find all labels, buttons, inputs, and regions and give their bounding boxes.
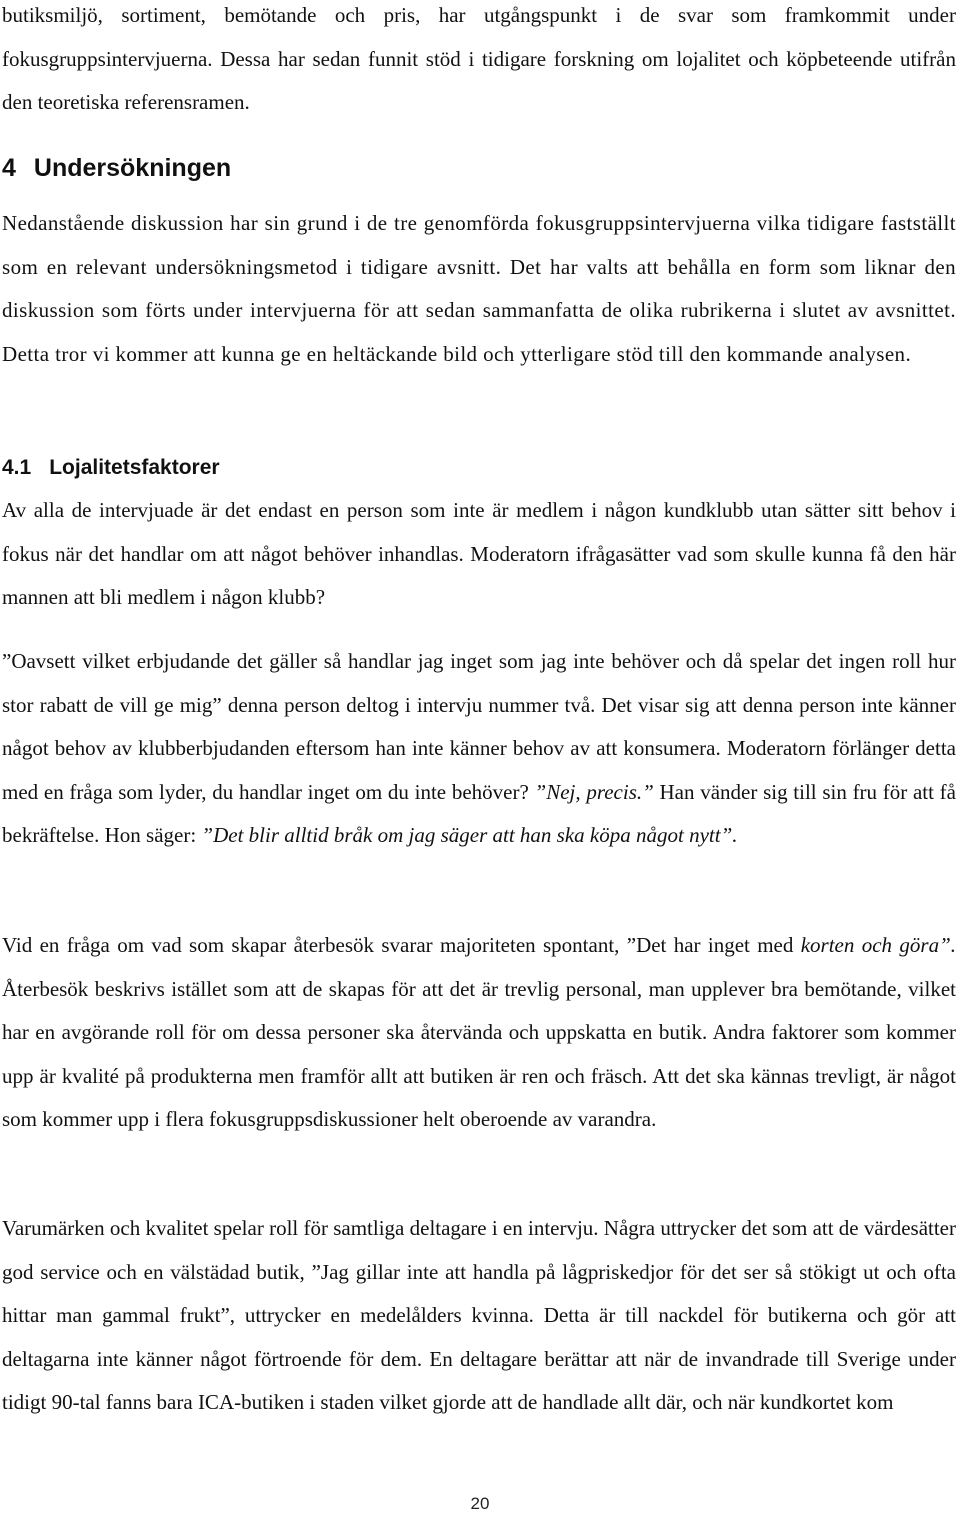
quote-nej-precis: ”Nej, precis.”	[534, 779, 654, 804]
section-heading-4-1	[2, 452, 220, 484]
page-number: 20	[470, 1494, 490, 1513]
intro-paragraph: butiksmiljö, sortiment, bemötande och pris, har utgångspunkt i de svar som framkommit under fokusgruppsintervjuerna. Dessa har sedan funnit stöd i tidigare forskning om lojalitet och köpbeteende utifrån den teoretiska referensramen.	[2, 3, 956, 115]
paragraph-3-text-1: Vid en fråga om vad som skapar återbesök svarar majoriteten spontant,	[2, 933, 627, 957]
quote-det-har-inget-med: ”Det har inget med	[626, 933, 794, 957]
paragraph-2-text-1: denna person deltog i intervju nummer två. Det visar sig att denna person inte känner något behov av klubberbjudanden eftersom han inte känner behov av att konsumera. Moderatorn förlänger detta med en fråga som lyder, du handlar inget om du inte behöver?	[2, 692, 956, 804]
paragraph-2-text-2: Han vänder sig till sin fru för att få bekräftelse. Hon säger:	[2, 779, 956, 848]
section-title: Undersökningen	[33, 154, 232, 182]
paragraph-3	[2, 924, 956, 1142]
paragraph-4: Varumärken och kvalitet spelar roll för samtliga deltagare i en intervju. Några uttrycker det som att de värdesätter god service och en välstädad butik, ”Jag gillar inte att handla på lågpriskedjor för det ser så stökigt ut och ofta hittar man gammal frukt”, uttrycker en medelålders kvinna. Detta är till nackdel för butikerna och gör att deltagarna inte känner något förtroende för dem. En deltagare berättar att när de invandrade till Sverige under tidigt 90-tal fanns bara ICA-butiken i staden vilket gjorde att de handlade allt där, och när kundkortet kom	[2, 1216, 956, 1415]
subsection-title: Lojalitetsfaktorer	[49, 456, 220, 479]
quote-korten-och-gora: korten och göra”.	[800, 933, 956, 957]
quote-oavsett: ”Oavsett vilket erbjudande det gäller så handlar jag inget som jag inte behöver och då spelar det ingen roll hur stor rabatt de vill ge mig”	[2, 649, 956, 717]
paragraph-2	[2, 640, 956, 858]
quote-det-blir-alltid: ”Det blir alltid bråk om jag säger att han ska köpa något nytt”.	[201, 823, 738, 848]
subsection-number: 4.1	[2, 456, 32, 479]
paragraph-3-text-2: Återbesök beskrivs istället som att de skapas för att det är trevlig personal, man upplever bra bemötande, vilket har en avgörande roll för om dessa personer ska återvända och uppskatta en butik. Andra faktorer som kommer upp är kvalité på produkterna men framför allt att butiken är ren och fräsch. Att det ska kännas trevligt, är något som kommer upp i flera fokusgruppsdiskussioner helt oberoende av varandra.	[2, 976, 956, 1132]
section-4-paragraph: Nedanstående diskussion har sin grund i de tre genomförda fokusgruppsintervjuerna vilka tidigare fastställt som en relevant undersökningsmetod i tidigare avsnitt. Det har valts att behålla en form som liknar den diskussion som förts under intervjuerna för att sedan sammanfatta de olika rubrikerna i slutet av avsnittet. Detta tror vi kommer att kunna ge en heltäckande bild och ytterligare stöd till den kommande analysen.	[2, 211, 956, 366]
section-heading-4	[2, 150, 231, 186]
section-number: 4	[2, 154, 16, 182]
paragraph-1: Av alla de intervjuade är det endast en person som inte är medlem i någon kundklubb utan sätter sitt behov i fokus när det handlar om att något behöver inhandlas. Moderatorn ifrågasätter vad som skulle kunna få den här mannen att bli medlem i någon klubb?	[2, 498, 956, 610]
